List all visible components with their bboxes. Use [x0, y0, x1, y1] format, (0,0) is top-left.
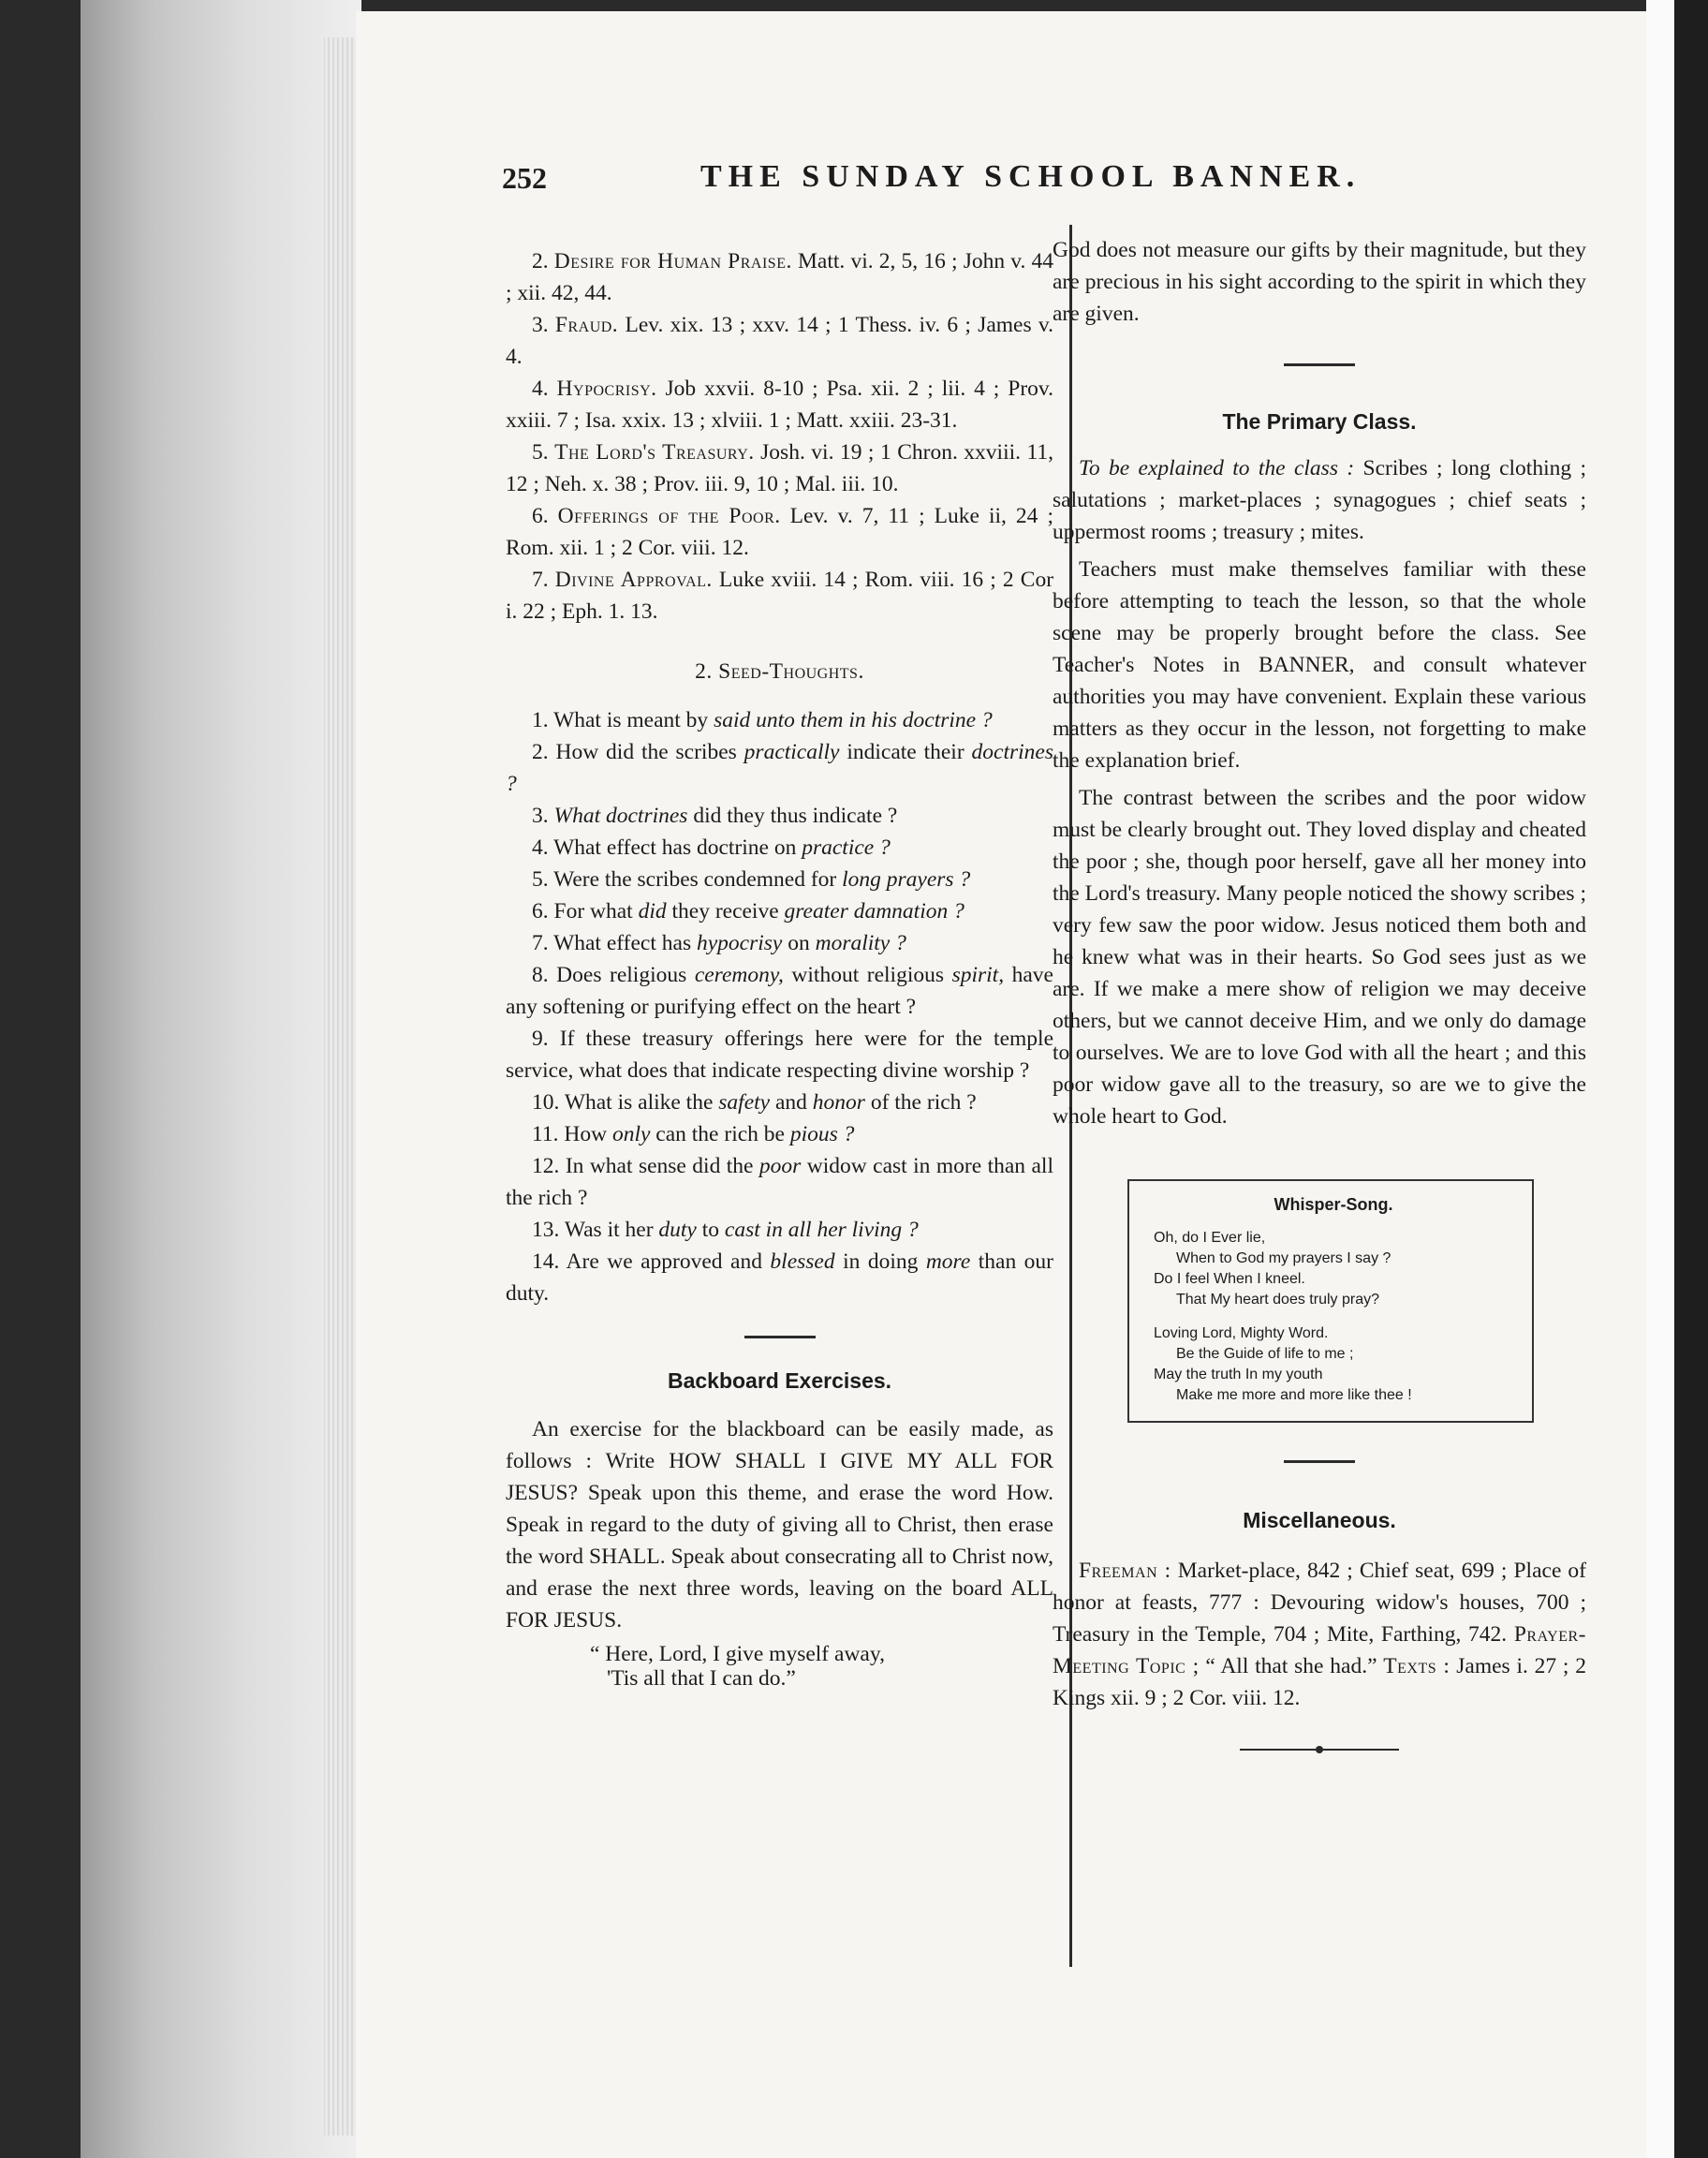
reference-item: 3. Fraud. Lev. xix. 13 ; xxv. 14 ; 1 Thess. iv. 6 ; James v. 4. [506, 313, 1053, 369]
question-item: 9. If these treasury offerings here were for the temple service, what does that indicate respecting divine worship ? [506, 1027, 1053, 1083]
explain-paragraph: To be explained to the class : Scribes ; long clothing ; salutations ; market-places ; synagogues ; chief seats ; uppermost rooms ; treasury ; mites. [1053, 456, 1586, 544]
whisper-song-box [1127, 1179, 1534, 1423]
poem-line: When to God my prayers I say ? [1176, 1250, 1391, 1266]
section-rule [1284, 1460, 1355, 1463]
question-item: 2. How did the scribes practically indicate their doctrines ? [506, 740, 1054, 796]
reference-item: 5. The Lord's Treasury. Josh. vi. 19 ; 1 Chron. xxviii. 11, 12 ; Neh. x. 38 ; Prov. iii. 9, 10 ; Mal. iii. 10. [506, 440, 1054, 496]
question-item: 7. What effect has hypocrisy on morality ? [532, 931, 906, 955]
question-item: 3. What doctrines did they thus indicate ? [532, 804, 898, 828]
left-column [506, 245, 1053, 1691]
question-item: 6. For what did they receive greater damnation ? [532, 899, 964, 924]
running-header [502, 152, 1382, 199]
intro-text: God does not measure our gifts by their magnitude, but they are precious in his sight according to the spirit in which they are given. [1053, 238, 1586, 326]
reference-item: 4. Hypocrisy. Job xxvii. 8-10 ; Psa. xii. 2 ; lii. 4 ; Prov. xxiii. 7 ; Isa. xxix. 13 ; xlviii. 1 ; Matt. xxiii. 23-31. [506, 377, 1053, 433]
quote-line: “ Here, Lord, I give myself away, [590, 1642, 885, 1666]
book-page-stack [81, 0, 361, 2158]
poem-line: May the truth In my youth [1154, 1367, 1323, 1382]
page-title: THE SUNDAY SCHOOL BANNER. [700, 159, 1362, 194]
question-item: 10. What is alike the safety and honor of the rich ? [532, 1090, 977, 1115]
question-item: 12. In what sense did the poor widow cast in more than all the rich ? [506, 1154, 1053, 1210]
poem-line: Loving Lord, Mighty Word. [1154, 1325, 1329, 1341]
poem-line: That My heart does truly pray? [1176, 1292, 1379, 1308]
quote [506, 1642, 1053, 1691]
seed-thoughts-heading: 2. Seed-Thoughts. [695, 659, 864, 684]
contrast-paragraph: The contrast between the scribes and the poor widow must be clearly brought out. They loved display and cheated the poor ; she, though poor herself, gave all her money into the Lord's treasury. Many people noticed the showy scribes ; very few saw the poor widow. Jesus noticed them both and he knew what was in their hearts. So God sees just as we are. If we make a mere show of religion we may deceive others, but we cannot deceive Him, and we only do damage to ourselves. We are to love God with all the heart ; and this poor widow gave all to the treasury, so are we to give the whole heart to God. [1053, 786, 1586, 1129]
miscellaneous-text: Freeman : Market-place, 842 ; Chief seat, 699 ; Place of honor at feasts, 777 : Devouring widow's houses, 700 ; Treasury in the Temple, 704 ; Mite, Farthing, 742. Prayer-Meeting Topic ; “ All that she had.” Texts : James i. 27 ; 2 Kings xii. 9 ; 2 Cor. viii. 12. [1053, 1559, 1587, 1710]
reference-item: 6. Offerings of the Poor. Lev. v. 7, 11 ; Luke ii, 24 ; Rom. xii. 1 ; 2 Cor. viii. 12. [506, 504, 1054, 560]
section-rule [1284, 363, 1355, 366]
section-rule [744, 1336, 816, 1338]
poem-title: Whisper-Song. [1274, 1195, 1393, 1214]
scripture-references [506, 245, 1053, 628]
page-gutter [1646, 0, 1674, 2158]
scan-border [1674, 0, 1708, 2158]
page-number: 252 [502, 161, 547, 195]
reference-item: 7. Divine Approval. Luke xviii. 14 ; Rom. viii. 16 ; 2 Cor i. 22 ; Eph. 1. 13. [506, 568, 1054, 624]
stanza-gap [1154, 1310, 1513, 1323]
poem-line: Make me more and more like thee ! [1176, 1387, 1412, 1403]
blackboard-text: An exercise for the blackboard can be easily made, as follows : Write HOW SHALL I GIVE MY ALL FOR JESUS? Speak upon this theme, and erase the word How. Speak in regard to the duty of giving all to Christ, then erase the word SHALL. Speak about consecrating all to Christ now, and erase the next three words, leaving on the board ALL FOR JESUS. [506, 1417, 1053, 1633]
poem-line: Oh, do I Ever lie, [1154, 1230, 1266, 1246]
poem-line: Be the Guide of life to me ; [1176, 1346, 1354, 1362]
question-item: 5. Were the scribes condemned for long prayers ? [532, 867, 971, 892]
question-item: 8. Does religious ceremony, without religious spirit, have any softening or purifying effect on the heart ? [506, 963, 1053, 1019]
question-item: 11. How only can the rich be pious ? [532, 1122, 855, 1146]
poem-line: Do I feel When I kneel. [1154, 1271, 1305, 1287]
question-item: 4. What effect has doctrine on practice ? [532, 835, 891, 860]
miscellaneous-heading: Miscellaneous. [1243, 1508, 1396, 1532]
blackboard-heading: Backboard Exercises. [667, 1368, 892, 1393]
ornament-rule-icon [1240, 1744, 1399, 1755]
question-item: 1. What is meant by said unto them in his doctrine ? [532, 708, 993, 732]
quote-line: 'Tis all that I can do.” [607, 1666, 796, 1691]
primary-class-heading: The Primary Class. [1222, 409, 1417, 434]
teachers-paragraph: Teachers must make themselves familiar with these before attempting to teach the lesson, so that the whole scene may be properly brought before the class. See Teacher's Notes in BANNER, and consult whatever authorities you may have convenient. Explain these various matters as they occur in the lesson, not forgetting to make the explanation brief. [1053, 557, 1586, 773]
reference-item: 2. Desire for Human Praise. Matt. vi. 2, 5, 16 ; John v. 44 ; xii. 42, 44. [506, 249, 1054, 305]
question-item: 13. Was it her duty to cast in all her living ? [532, 1218, 919, 1242]
seed-questions [506, 704, 1053, 1309]
question-item: 14. Are we approved and blessed in doing more than our duty. [506, 1249, 1053, 1306]
right-column [1053, 234, 1586, 1765]
end-ornament [1053, 1733, 1586, 1765]
